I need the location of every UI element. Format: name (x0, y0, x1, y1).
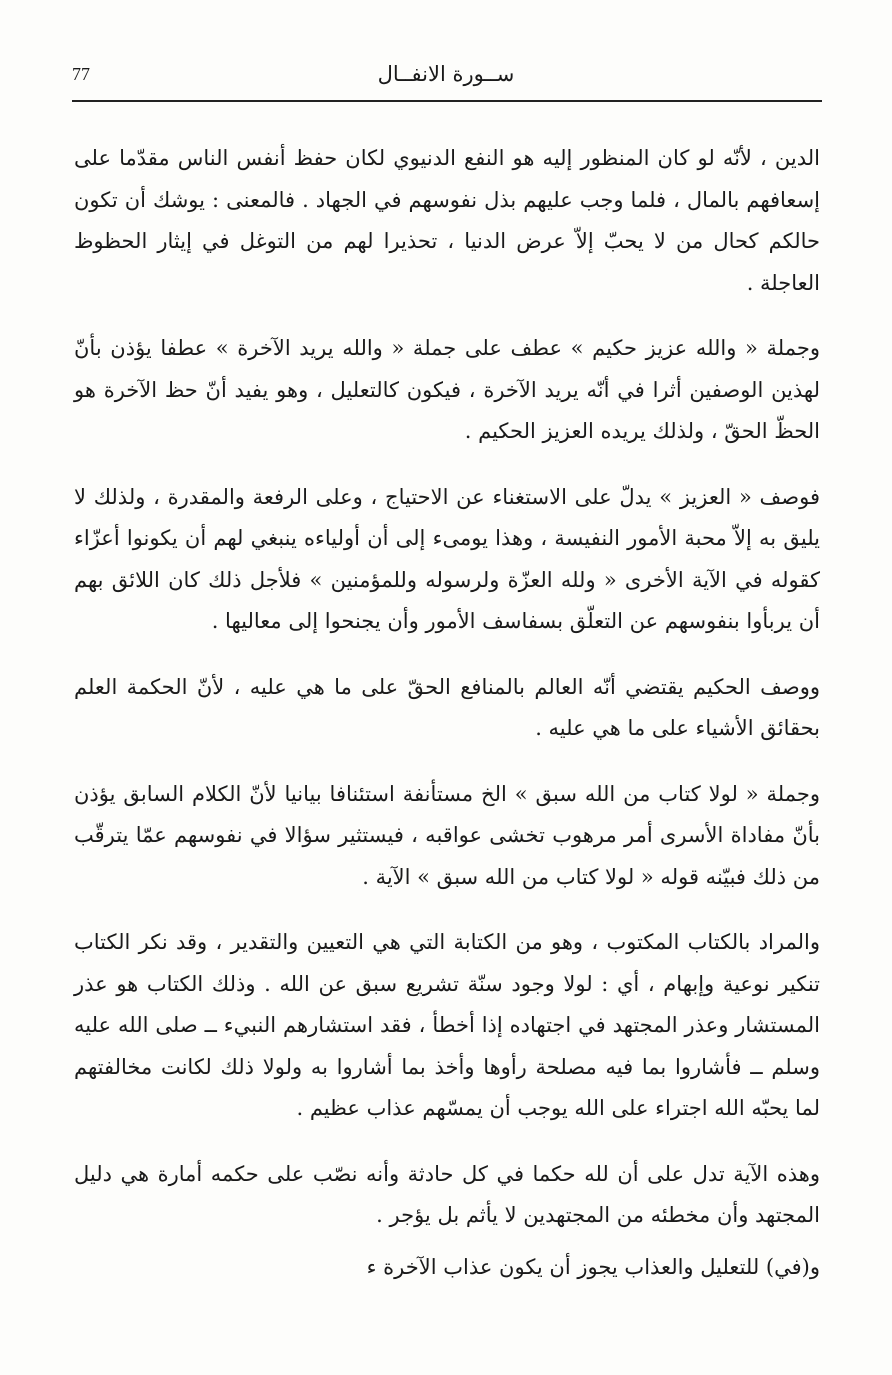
page-header (72, 60, 820, 96)
running-title: ســورة الانفــال (377, 62, 515, 86)
paragraph: و(في) للتعليل والعذاب يجوز أن يكون عذاب الآخرة ء (366, 1254, 820, 1279)
paragraph: وجملة « لولا كتاب من الله سبق » الخ مستأنفة استئنافا بيانيا لأنّ الكلام السابق يؤذن بأنّ مفاداة الأسرى أمر مرهوب تخشى عواقبه ، فيستثير سؤالا في نفوسهم عمّا يترقّب من ذلك فبيّنه قوله « لولا كتاب من الله سبق » الآية . (74, 781, 820, 889)
paragraph: والمراد بالكتاب المكتوب ، وهو من الكتابة التي هي التعيين والتقدير ، وقد نكر الكتاب تنكير نوعية وإبهام ، أي : لولا وجود سنّة تشريع سبق عن الله . وذلك الكتاب هو عذر المستشار وعذر المجتهد في اجتهاده إذا أخطأ ، فقد استشارهم النبيء ــ صلى الله عليه وسلم ــ فأشاروا بما فيه مصلحة رأوها وأخذ بما أشاروا به ولولا ذلك لكانت مخالفتهم لما يحبّه الله اجتراء على الله يوجب أن يمسّهم عذاب عظيم . (74, 930, 820, 1120)
paragraph: الدين ، لأنّه لو كان المنظور إليه هو النفع الدنيوي لكان حفظ أنفس الناس مقدّما على إسعافهم بالمال ، فلما وجب عليهم بذل نفوسهم في الجهاد . فالمعنى : يوشك أن تكون حالكم كحال من لا يحبّ إلاّ عرض الدنيا ، تحذيرا لهم من التوغل في إيثار الحظوظ العاجلة . (74, 146, 820, 295)
paragraph: وجملة « والله عزيز حكيم » عطف على جملة « والله يريد الآخرة » عطفا يؤذن بأنّ لهذين الوصفين أثرا في أنّه يريد الآخرة ، فيكون كالتعليل ، وهو يفيد أنّ حظ الآخرة هو الحظّ الحقّ ، ولذلك يريده العزيز الحكيم . (74, 336, 820, 443)
paragraph: ووصف الحكيم يقتضي أنّه العالم بالمنافع الحقّ على ما هي عليه ، لأنّ الحكمة العلم بحقائق الأشياء على ما هي عليه . (74, 674, 820, 740)
paragraph: فوصف « العزيز » يدلّ على الاستغناء عن الاحتياج ، وعلى الرفعة والمقدرة ، ولذلك لا يليق به إلاّ محبة الأمور النفيسة ، وهذا يومىء إلى أن أولياءه ينبغي لهم أن يكونوا أعزّاء كقوله في الآية الأخرى « ولله العزّة ولرسوله وللمؤمنين » فلأجل ذلك كان اللائق بهم أن يربأوا بنفوسهم عن التعلّق بسفاسف الأمور وأن يجنحوا إلى معاليها . (74, 484, 820, 633)
paragraph: وهذه الآية تدل على أن لله حكما في كل حادثة وأنه نصّب على حكمه أمارة هي دليل المجتهد وأن مخطئه من المجتهدين لا يأثم بل يؤجر . (74, 1161, 820, 1227)
body-text (74, 138, 820, 1312)
header-rule (72, 100, 822, 102)
page-number: 77 (72, 64, 90, 84)
